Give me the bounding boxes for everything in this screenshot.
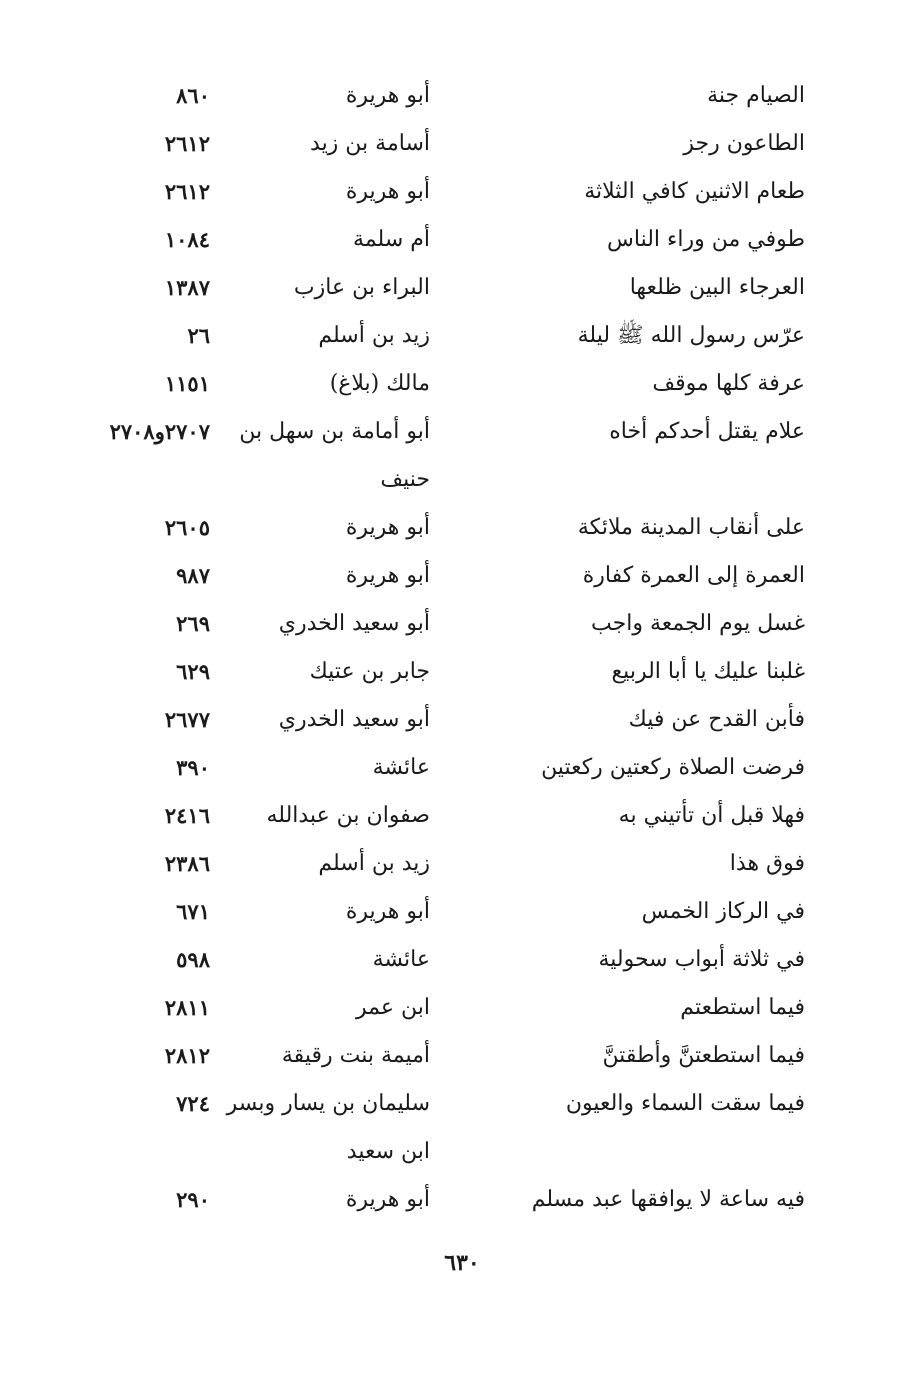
hadith-number	[90, 456, 210, 504]
index-row	[90, 600, 820, 648]
hadith-index-list	[90, 72, 820, 1224]
narrator: أم سلمة	[353, 227, 430, 252]
hadith-number: ٢٦١٢	[164, 179, 210, 204]
index-row-continuation	[90, 1128, 820, 1176]
hadith-text: فرضت الصلاة ركعتين ركعتين	[541, 755, 805, 780]
index-row	[90, 168, 820, 216]
narrator: البراء بن عازب	[293, 275, 430, 300]
index-row	[90, 696, 820, 744]
hadith-number: ٢٧٠٧و٢٧٠٨	[109, 419, 210, 444]
hadith-number: ٢٨١١	[164, 995, 210, 1020]
index-row	[90, 792, 820, 840]
hadith-text: فيه ساعة لا يوافقها عبد مسلم	[531, 1187, 805, 1212]
hadith-text: في ثلاثة أبواب سحولية	[598, 947, 805, 972]
narrator: أبو هريرة	[345, 1187, 430, 1212]
narrator: أسامة بن زيد	[310, 131, 430, 156]
hadith-number: ٦٢٩	[176, 659, 210, 684]
hadith-text: طوفي من وراء الناس	[607, 227, 805, 252]
page-number: ٦٣٠	[444, 1250, 480, 1276]
narrator: أبو سعيد الخدري	[278, 707, 430, 732]
index-row	[90, 360, 820, 408]
index-row	[90, 744, 820, 792]
hadith-number: ٢٦	[187, 323, 210, 348]
hadith-text: العرجاء البين ظلعها	[629, 275, 805, 300]
hadith-text	[505, 1128, 805, 1176]
index-row	[90, 264, 820, 312]
hadith-text: على أنقاب المدينة ملائكة	[577, 515, 805, 540]
hadith-text: عرفة كلها موقف	[652, 371, 805, 396]
index-row	[90, 936, 820, 984]
hadith-text: فوق هذا	[729, 851, 805, 876]
hadith-text: علام يقتل أحدكم أخاه	[609, 419, 805, 444]
narrator: أبو هريرة	[345, 83, 430, 108]
narrator: ابن سعيد	[346, 1139, 430, 1164]
index-row	[90, 888, 820, 936]
index-row	[90, 504, 820, 552]
hadith-number: ٧٢٤	[176, 1091, 210, 1116]
narrator: أبو هريرة	[345, 563, 430, 588]
hadith-text: طعام الاثنين كافي الثلاثة	[584, 179, 805, 204]
index-row-continuation	[90, 456, 820, 504]
hadith-number: ١٣٨٧	[164, 275, 210, 300]
index-row	[90, 312, 820, 360]
narrator: أبو هريرة	[345, 899, 430, 924]
hadith-number: ٩٨٧	[176, 563, 210, 588]
hadith-number: ٢٣٨٦	[164, 851, 210, 876]
narrator: عائشة	[372, 755, 430, 780]
hadith-number: ٢٦٩	[176, 611, 210, 636]
hadith-number: ٦٧١	[176, 899, 210, 924]
hadith-number: ١٠٨٤	[164, 227, 210, 252]
index-row	[90, 1032, 820, 1080]
hadith-number	[90, 1128, 210, 1176]
narrator: جابر بن عتيك	[309, 659, 430, 684]
hadith-number: ١١٥١	[164, 371, 210, 396]
hadith-text: فيما سقت السماء والعيون	[565, 1091, 805, 1116]
narrator: سليمان بن يسار وبسر	[226, 1091, 430, 1116]
hadith-text: فيما استطعتم	[680, 995, 805, 1020]
hadith-number: ٢٦٧٧	[164, 707, 210, 732]
narrator: زيد بن أسلم	[318, 323, 430, 348]
index-row	[90, 840, 820, 888]
index-row	[90, 648, 820, 696]
narrator: حنيف	[380, 467, 430, 492]
hadith-text	[505, 456, 805, 504]
index-row	[90, 408, 820, 456]
hadith-text: فهلا قبل أن تأتيني به	[618, 803, 805, 828]
index-row	[90, 984, 820, 1032]
hadith-number: ٢٩٠	[176, 1187, 210, 1212]
hadith-number: ٥٩٨	[176, 947, 210, 972]
hadith-text: الطاعون رجز	[683, 131, 805, 156]
index-row	[90, 552, 820, 600]
index-row	[90, 1080, 820, 1128]
hadith-text: فأبن القدح عن فيك	[628, 707, 805, 732]
index-row	[90, 72, 820, 120]
narrator: مالك (بلاغ)	[329, 371, 430, 396]
narrator: عائشة	[372, 947, 430, 972]
index-row	[90, 216, 820, 264]
hadith-number: ٢٤١٦	[164, 803, 210, 828]
hadith-text: الصيام جنة	[707, 83, 805, 108]
hadith-text: غسل يوم الجمعة واجب	[591, 611, 805, 636]
narrator: أبو هريرة	[345, 179, 430, 204]
narrator: أبو هريرة	[345, 515, 430, 540]
hadith-text: فيما استطعتنَّ وأطقتنَّ	[602, 1043, 805, 1068]
narrator: ابن عمر	[356, 995, 430, 1020]
hadith-text: العمرة إلى العمرة كفارة	[582, 563, 805, 588]
hadith-number: ٢٦١٢	[164, 131, 210, 156]
hadith-number: ٢٨١٢	[164, 1043, 210, 1068]
hadith-text: في الركاز الخمس	[641, 899, 805, 924]
hadith-text: غلبنا عليك يا أبا الربيع	[611, 659, 805, 684]
narrator: أبو أمامة بن سهل بن	[239, 419, 430, 444]
narrator: زيد بن أسلم	[318, 851, 430, 876]
hadith-text: عرّس رسول الله ﷺ ليلة	[577, 323, 805, 348]
index-row	[90, 1176, 820, 1224]
narrator: أبو سعيد الخدري	[278, 611, 430, 636]
index-row	[90, 120, 820, 168]
narrator: صفوان بن عبدالله	[266, 803, 430, 828]
hadith-number: ٨٦٠	[176, 83, 210, 108]
hadith-number: ٢٦٠٥	[164, 515, 210, 540]
narrator: أميمة بنت رقيقة	[281, 1043, 430, 1068]
hadith-number: ٣٩٠	[176, 755, 210, 780]
